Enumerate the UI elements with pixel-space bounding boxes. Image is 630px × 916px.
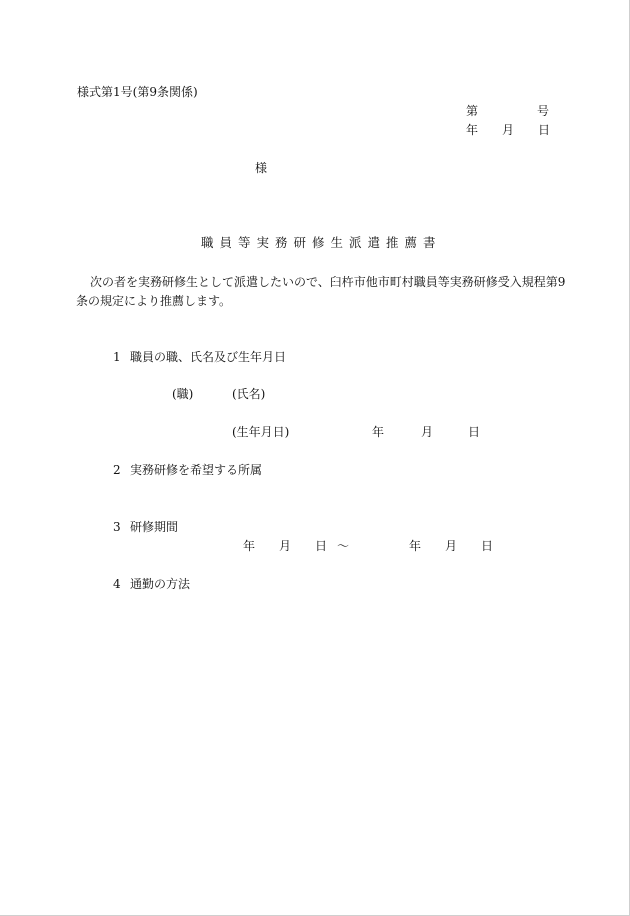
period-from-month: 月 [279, 539, 292, 553]
item-4-label: 通勤の方法 [130, 577, 191, 591]
item-4-number: 4 [113, 577, 121, 591]
birth-day: 日 [468, 425, 481, 439]
item-1-label: 職員の職、氏名及び生年月日 [130, 350, 287, 364]
period-to-day: 日 [481, 539, 494, 553]
doc-number-prefix: 第 [466, 104, 479, 118]
body-line-1: 次の者を実務研修生として派遣したいので、臼杵市他市町村職員等実務研修受入規程第9 [90, 275, 566, 289]
doc-date-day: 日 [538, 123, 551, 137]
item-2-label: 実務研修を希望する所属 [130, 463, 263, 477]
doc-number-suffix: 号 [537, 104, 550, 118]
item-3-number: 3 [113, 520, 121, 534]
item-2-number: 2 [113, 463, 121, 477]
period-from-year: 年 [243, 539, 256, 553]
document-title: 職員等実務研修生派遣推薦書 [201, 235, 442, 250]
position-label: (職) [172, 387, 194, 401]
birth-month: 月 [421, 425, 434, 439]
body-paragraph [76, 273, 566, 311]
birthdate-label: (生年月日) [232, 425, 290, 439]
period-separator: 〜 [337, 539, 350, 553]
doc-date-year: 年 [466, 123, 479, 137]
body-line-2: 条の規定により推薦します。 [76, 294, 232, 308]
form-header: 様式第1号(第9条関係) [77, 85, 198, 99]
period-from-day: 日 [315, 539, 328, 553]
addressee-suffix: 様 [255, 161, 268, 175]
birth-year: 年 [372, 425, 385, 439]
item-3-label: 研修期間 [130, 520, 179, 534]
period-to-year: 年 [409, 539, 422, 553]
period-to-month: 月 [445, 539, 458, 553]
item-1-number: 1 [113, 350, 121, 364]
name-label: (氏名) [232, 387, 266, 401]
doc-date-month: 月 [502, 123, 515, 137]
